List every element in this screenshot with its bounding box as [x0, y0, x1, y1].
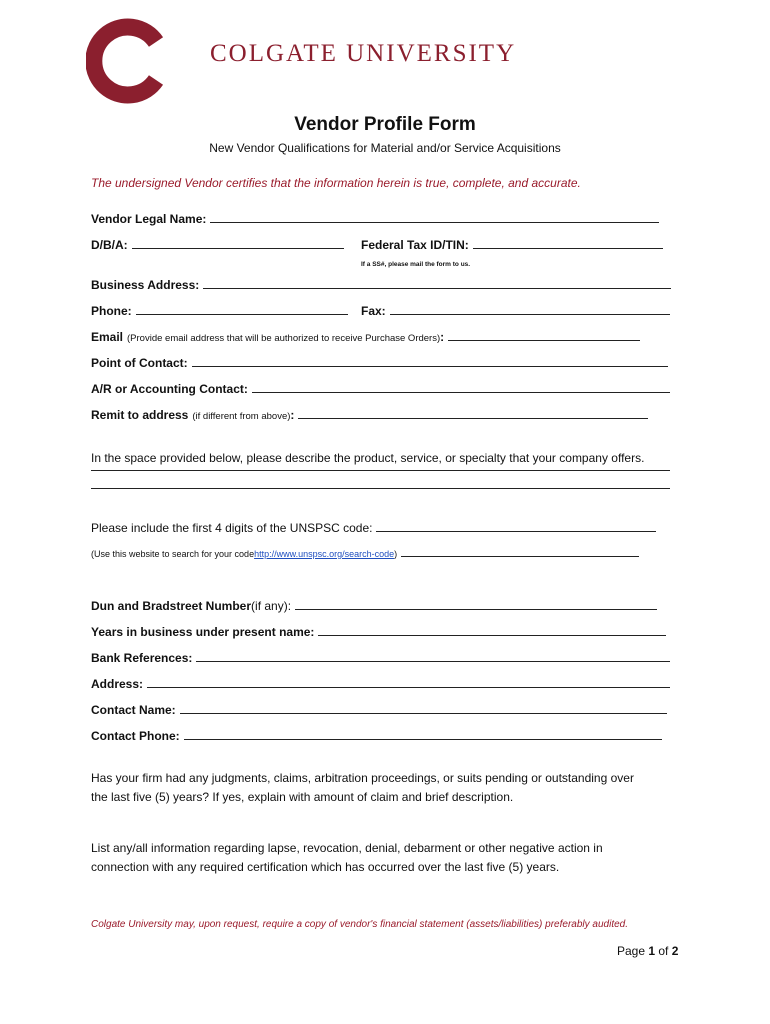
fax-row [361, 303, 670, 318]
ar-contact-label: A/R or Accounting Contact: [91, 382, 248, 396]
judgments-line-2: the last five (5) years? If yes, explain with amount of claim and brief description. [91, 790, 514, 804]
ar-contact-field[interactable] [252, 381, 670, 393]
point-of-contact-label: Point of Contact: [91, 356, 188, 370]
dba-label: D/B/A: [91, 238, 128, 252]
federal-tax-field[interactable] [473, 237, 663, 249]
colgate-c-logo [86, 18, 164, 104]
years-label: Years in business under present name: [91, 625, 315, 639]
bank-references-field[interactable] [196, 650, 670, 662]
page-current: 1 [648, 944, 656, 958]
form-title: Vendor Profile Form [294, 114, 476, 135]
ar-contact-row [91, 381, 670, 396]
lapse-line-2: connection with any required certification which has occurred over the last five (5) years. [91, 860, 560, 874]
dun-label: Dun and Bradstreet Number [91, 599, 252, 613]
description-prompt: In the space provided below, please describe the product, service, or specialty that your company offers. [91, 451, 645, 465]
page-of: of [655, 944, 672, 958]
business-address-row [91, 277, 671, 292]
unspsc-hint-row [91, 548, 639, 559]
description-line-2[interactable] [91, 488, 670, 489]
lapse-question [91, 839, 603, 877]
unspsc-field[interactable] [376, 520, 656, 532]
address-label: Address: [91, 677, 144, 691]
business-address-label: Business Address: [91, 278, 200, 292]
dba-field[interactable] [132, 237, 344, 249]
contact-phone-row [91, 728, 662, 743]
fax-label: Fax: [361, 304, 386, 318]
phone-field[interactable] [136, 303, 348, 315]
vendor-legal-name-label: Vendor Legal Name: [91, 212, 207, 226]
unspsc-prompt: Please include the first 4 digits of the UNSPSC code: [91, 521, 373, 535]
years-field[interactable] [318, 624, 666, 636]
certification-statement: The undersigned Vendor certifies that the information herein is true, complete, and accurate. [91, 176, 581, 190]
remit-address-colon: : [290, 408, 295, 422]
dun-field[interactable] [295, 598, 657, 610]
remit-address-note: (if different from above) [192, 411, 291, 422]
financial-statement-note: Colgate University may, upon request, require a copy of vendor's financial statement (assets/liabilities) preferably audited. [91, 919, 628, 930]
federal-tax-row [361, 237, 663, 252]
judgments-line-1: Has your firm had any judgments, claims, arbitration proceedings, or suits pending or outstanding over [91, 771, 634, 785]
email-note: (Provide email address that will be authorized to receive Purchase Orders) [127, 333, 441, 344]
email-colon: : [440, 330, 445, 344]
unspsc-hint-prefix: (Use this website to search for your code [91, 549, 255, 559]
page-word: Page [617, 944, 649, 958]
contact-phone-field[interactable] [184, 728, 662, 740]
dba-row [91, 237, 344, 252]
years-row [91, 624, 666, 639]
address-field[interactable] [147, 676, 670, 688]
remit-address-field[interactable] [298, 407, 648, 419]
contact-phone-label: Contact Phone: [91, 729, 180, 743]
vendor-legal-name-field[interactable] [210, 211, 659, 223]
dun-row [91, 598, 657, 613]
bank-references-label: Bank References: [91, 651, 193, 665]
judgments-question [91, 769, 634, 807]
page-number [617, 944, 678, 958]
contact-name-label: Contact Name: [91, 703, 176, 717]
phone-label: Phone: [91, 304, 132, 318]
contact-name-field[interactable] [180, 702, 667, 714]
phone-row [91, 303, 348, 318]
page-total: 2 [671, 944, 679, 958]
unspsc-row [91, 520, 656, 535]
brand-wordmark: COLGATE UNIVERSITY [210, 40, 517, 67]
bank-references-row [91, 650, 670, 665]
remit-address-row [91, 407, 648, 422]
contact-name-row [91, 702, 667, 717]
ssn-note: If a SS#, please mail the form to us. [361, 261, 471, 268]
email-field[interactable] [448, 329, 640, 341]
email-label: Email [91, 330, 124, 344]
vendor-legal-name-row [91, 211, 659, 226]
unspsc-hint-field[interactable] [401, 548, 639, 557]
federal-tax-label: Federal Tax ID/TIN: [361, 238, 469, 252]
email-row [91, 329, 640, 344]
lapse-line-1: List any/all information regarding lapse, revocation, denial, debarment or other negative action in [91, 841, 603, 855]
remit-address-label: Remit to address [91, 408, 189, 422]
unspsc-hint-suffix: ) [394, 549, 398, 559]
point-of-contact-field[interactable] [192, 355, 668, 367]
address-row [91, 676, 670, 691]
description-line-1[interactable] [91, 470, 670, 471]
dun-note: (if any): [251, 599, 292, 613]
form-subtitle: New Vendor Qualifications for Material and/or Service Acquisitions [209, 141, 561, 155]
business-address-field[interactable] [203, 277, 671, 289]
fax-field[interactable] [390, 303, 670, 315]
point-of-contact-row [91, 355, 668, 370]
unspsc-link[interactable]: http://www.unspsc.org/search-code [254, 549, 395, 559]
